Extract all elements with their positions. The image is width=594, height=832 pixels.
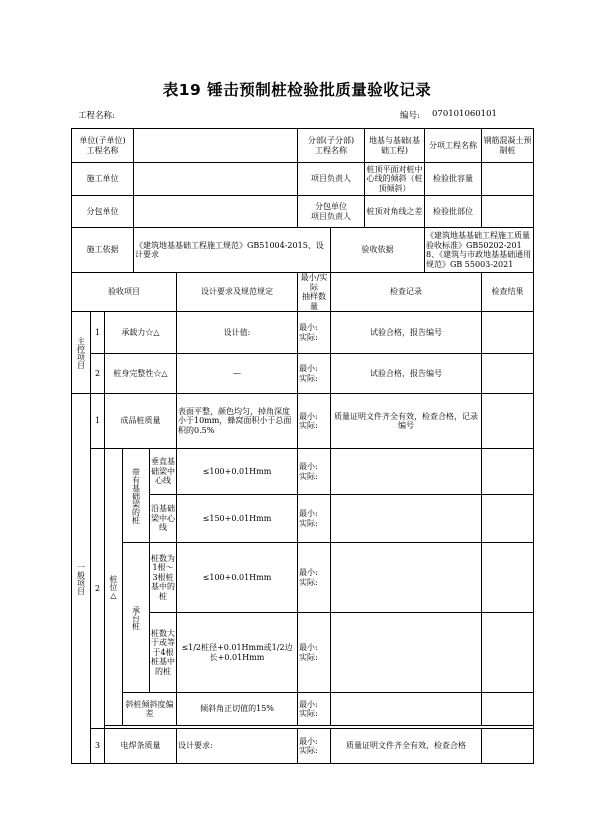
pile-position-cell	[105, 449, 123, 726]
acceptance-table	[71, 128, 534, 764]
main-control-label	[72, 312, 91, 394]
page-title: 表19 锤击预制桩检验批质量验收记录	[162, 81, 432, 99]
gen-record-1: 质量证明文件齐全有效，检查合格，记录编号	[331, 394, 482, 449]
mc-record-2: 试验合格，报告编号	[331, 354, 482, 394]
gen-result-3[interactable]	[482, 729, 534, 764]
sub-record-2[interactable]	[331, 495, 482, 543]
min-label: 最小:	[299, 699, 318, 709]
sub-record-5[interactable]	[331, 693, 482, 726]
sub-pm-text: 分包单位 项目负责人	[311, 202, 351, 221]
batch-capacity-label: 检验批容量	[425, 163, 482, 196]
contractor-label: 施工单位	[72, 163, 134, 196]
sub-name-1	[150, 449, 177, 495]
sub-req-1: ≤100+0.01Hmm	[177, 449, 298, 495]
subdivision-text: 分部(子分部) 工程名称	[307, 136, 355, 155]
sub-req-3: ≤100+0.01Hmm	[177, 543, 298, 613]
diagonal-diff-label: 桩顶对角线之差	[365, 196, 425, 228]
col-result: 检查结果	[482, 273, 534, 312]
sub-req-5: 倾斜角正切值的15%	[177, 693, 298, 726]
actual-label: 实际:	[299, 332, 318, 342]
unit-name-text: 单位(子单位) 工程名称	[79, 136, 126, 155]
gen-req-3: 设计要求:	[177, 729, 298, 764]
min-label: 最小:	[299, 462, 318, 471]
subdivision-label	[298, 129, 365, 163]
number-value: 070101060101	[432, 109, 497, 119]
sub-req-4: ≤1/2桩径+0.01Hmm或1/2边长+0.01Hmm	[177, 613, 298, 693]
sub-sample-3	[298, 543, 331, 613]
actual-label: 实际:	[299, 746, 318, 755]
gen-result-1[interactable]	[482, 394, 534, 449]
gen-record-3: 质量证明文件齐全有效，检查合格	[331, 729, 482, 764]
col-record: 检查记录	[331, 273, 482, 312]
beam-group-cell	[123, 449, 150, 543]
mc-result-1[interactable]	[482, 312, 534, 354]
basis-value: 《建筑地基基础工程施工规范》GB51004-2015、设计要求	[134, 228, 331, 273]
general-label	[72, 394, 91, 764]
mc-result-2[interactable]	[482, 354, 534, 394]
sub-name-4-text: 桩数大于或等于4根桩基中的桩	[151, 628, 175, 676]
mc-no-1: 1	[91, 312, 105, 354]
pm-label: 项目负责人	[298, 163, 365, 196]
subcontractor-label: 分包单位	[72, 196, 134, 228]
cap-group-cell	[123, 543, 150, 693]
min-label: 最小:	[299, 568, 318, 577]
project-name-label: 工程名称:	[78, 111, 115, 121]
gen-sample-3	[298, 729, 331, 764]
sub-sample-1	[298, 449, 331, 495]
mc-record-1: 试验合格，报告编号	[331, 312, 482, 354]
mc-name-2: 桩身完整性☆△	[105, 354, 177, 394]
basis-label: 施工依据	[72, 228, 134, 273]
sub-sample-2	[298, 495, 331, 543]
min-label: 最小:	[299, 643, 318, 652]
actual-label: 实际:	[299, 577, 318, 587]
acceptance-basis-value: 《建筑地基基础工程施工质量验收标准》GB50202-2018、《建筑与市政地基基础通用规范》GB 55003-2021	[425, 228, 534, 273]
actual-label: 实际:	[299, 471, 318, 481]
general-text: 一般项目	[76, 562, 86, 595]
sub-name-2	[150, 495, 177, 543]
gen-name-3: 电焊条质量	[105, 729, 177, 764]
unit-name-label	[72, 129, 134, 163]
acceptance-basis-label: 验收依据	[331, 228, 425, 273]
sub-sample-4	[298, 613, 331, 693]
mc-no-2: 2	[91, 354, 105, 394]
main-control-text: 主控项目	[76, 336, 86, 369]
mc-req-1: 设计值:	[177, 312, 298, 354]
item-name-label: 分项工程名称	[425, 129, 482, 163]
sub-record-4[interactable]	[331, 613, 482, 693]
min-label: 最小:	[299, 509, 318, 518]
item-name-value: 钢筋混凝土预制桩	[482, 129, 534, 163]
gen-no-1: 1	[91, 394, 105, 449]
gen-sample-1	[298, 394, 331, 449]
pile-position-label: 桩顶平面对桩中心线的倾斜（桩顶倾斜）	[365, 163, 425, 196]
actual-label: 实际:	[299, 518, 318, 528]
beam-group-text: 带有基础梁的桩	[131, 467, 141, 524]
sub-result-2[interactable]	[482, 495, 534, 543]
min-label: 最小:	[299, 323, 318, 332]
sub-sample-5	[298, 693, 331, 726]
min-label: 最小:	[299, 411, 318, 421]
mc-name-1: 承载力☆△	[105, 312, 177, 354]
gen-name-1: 成品桩质量	[105, 394, 177, 449]
subdivision-value: 地基与基础(基础工程)	[365, 129, 425, 163]
min-label: 最小:	[299, 364, 318, 373]
col-requirement: 设计要求及规范规定	[177, 273, 298, 312]
actual-label: 实际:	[299, 373, 318, 383]
sub-record-1[interactable]	[331, 449, 482, 495]
number-label: 编号:	[400, 111, 420, 121]
sub-pm-label	[298, 196, 365, 228]
unit-name-value[interactable]	[134, 129, 298, 163]
sub-name-4	[150, 613, 177, 693]
sub-req-2: ≤150+0.01Hmm	[177, 495, 298, 543]
contractor-value[interactable]	[134, 163, 298, 196]
actual-label: 实际:	[299, 652, 318, 662]
sub-record-3[interactable]	[331, 543, 482, 613]
min-label: 最小:	[299, 736, 318, 746]
mc-sample-1	[298, 312, 331, 354]
actual-label: 实际:	[299, 421, 318, 430]
sub-name-5: 斜桩倾斜度偏差	[123, 693, 177, 726]
col-sample	[298, 273, 331, 312]
sub-name-2-text: 沿基础梁中心线	[151, 504, 175, 533]
sub-name-3-text: 桩数为1根～3根桩基中的桩	[151, 553, 175, 601]
actual-label: 实际:	[299, 709, 318, 718]
batch-location-value[interactable]	[482, 196, 534, 228]
cap-group-text: 承台桩	[131, 605, 141, 630]
sub-result-5[interactable]	[482, 693, 534, 726]
col-sample-text: 最小/实际 抽样数量	[300, 273, 328, 311]
gen-no-3: 3	[91, 729, 105, 764]
subcontractor-value[interactable]	[134, 196, 298, 228]
mc-sample-2	[298, 354, 331, 394]
mc-req-2: —	[177, 354, 298, 394]
sub-name-3	[150, 543, 177, 613]
pile-position-text: 桩位△	[109, 574, 118, 600]
gen-req-1: 表面平整，颜色均匀，掉角深度小于10mm，蜂窝面积小于总面积的0.5%	[177, 394, 298, 449]
sub-result-1[interactable]	[482, 449, 534, 495]
gen-no-2: 2	[91, 449, 105, 729]
col-items: 验收项目	[72, 273, 177, 312]
sub-result-3[interactable]	[482, 543, 534, 613]
batch-location-label: 检验批部位	[425, 196, 482, 228]
batch-capacity-value[interactable]	[482, 163, 534, 196]
sub-result-4[interactable]	[482, 613, 534, 693]
sub-name-1-text: 垂直基础梁中心线	[151, 457, 175, 486]
